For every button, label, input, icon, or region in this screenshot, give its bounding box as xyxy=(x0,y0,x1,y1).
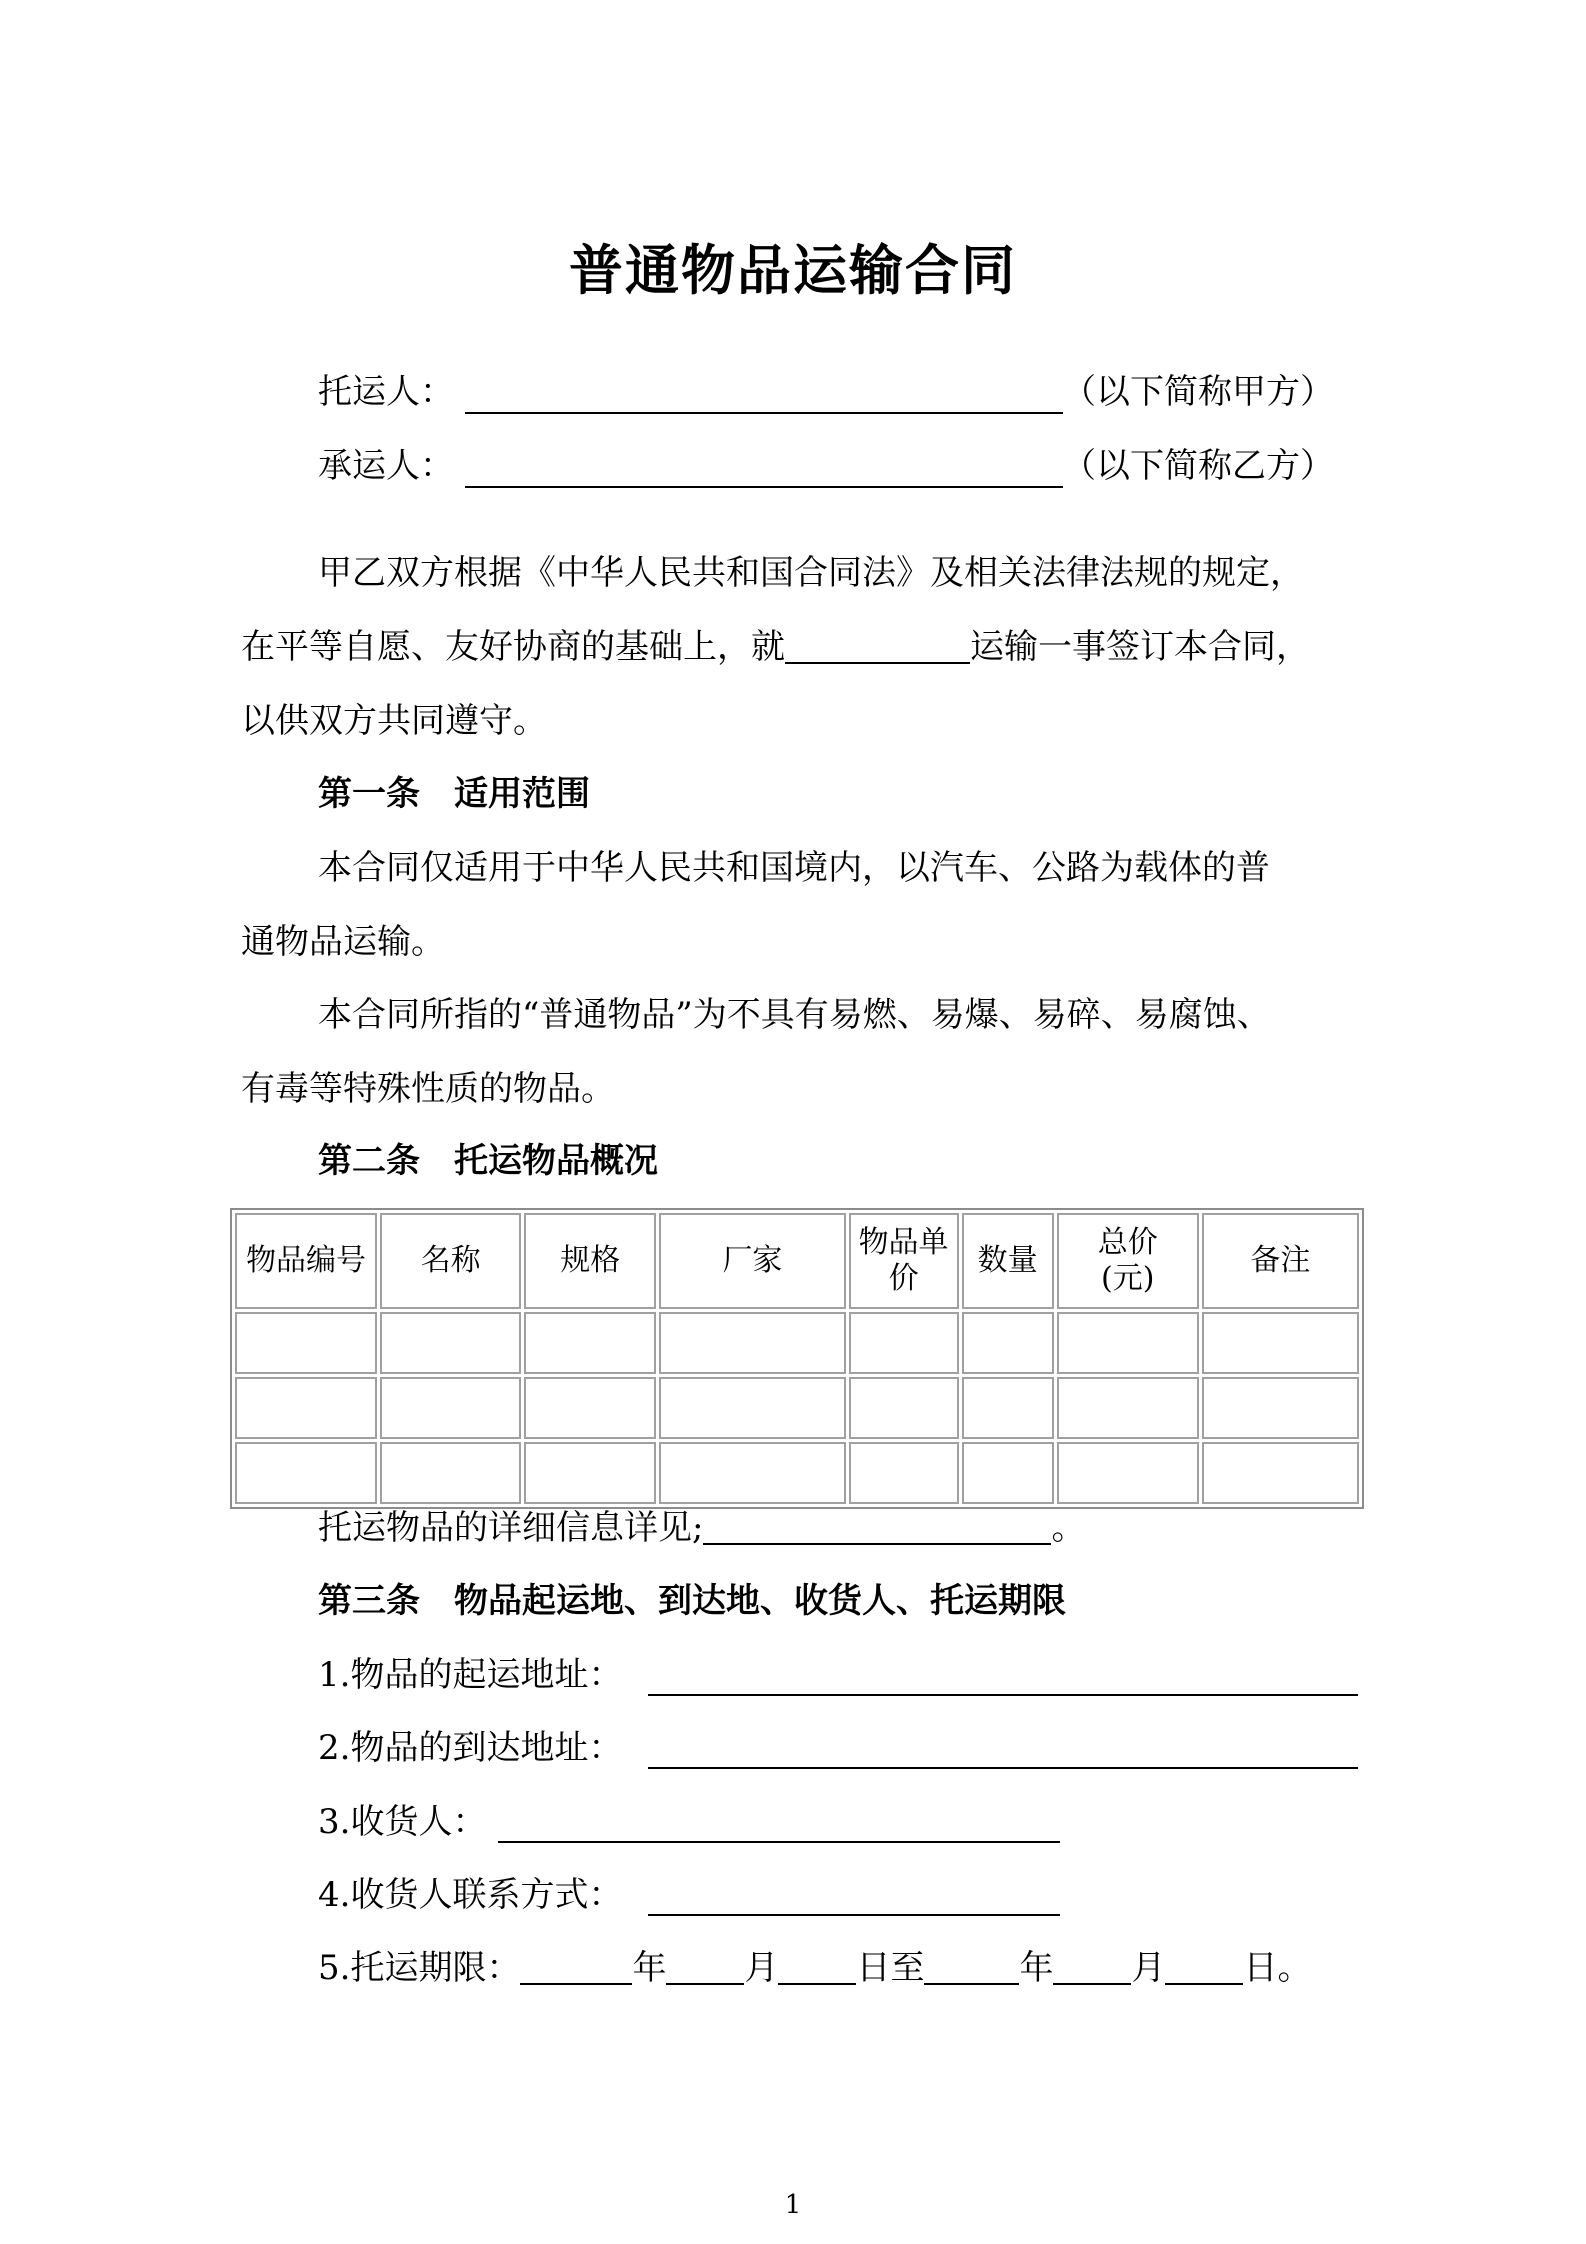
shipper-blank-line[interactable] xyxy=(465,412,1063,414)
article-1-p2-line-2: 有毒等特殊性质的物品。 xyxy=(241,1069,615,1109)
consignee-contact-blank-line[interactable] xyxy=(648,1914,1060,1916)
table-cell[interactable] xyxy=(849,1442,959,1504)
article-1-p2-line-1: 本合同所指的“普通物品”为不具有易燃、易爆、易碎、易腐蚀、 xyxy=(318,995,1271,1035)
table-cell[interactable] xyxy=(235,1442,377,1504)
table-row xyxy=(235,1442,1359,1504)
header-unit-price-line-1: 物品单 xyxy=(858,1225,949,1260)
consignee-contact-label: 4.收货人联系方式： xyxy=(318,1875,623,1915)
header-item-code: 物品编号 xyxy=(235,1213,377,1309)
carrier-label: 承运人： xyxy=(318,446,454,486)
end-month-blank[interactable] xyxy=(1053,1949,1131,1985)
goods-detail-blank[interactable] xyxy=(703,1509,1051,1545)
table-cell[interactable] xyxy=(524,1312,656,1374)
table-cell[interactable] xyxy=(380,1312,521,1374)
table-cell[interactable] xyxy=(235,1377,377,1439)
header-quantity: 数量 xyxy=(962,1213,1054,1309)
goods-detail-end: 。 xyxy=(1051,1508,1086,1548)
table-cell[interactable] xyxy=(659,1377,845,1439)
preamble-line-2-before: 在平等自愿、友好协商的基础上，就 xyxy=(241,627,785,667)
preamble-line-2-after: 运输一事签订本合同， xyxy=(970,627,1310,667)
table-cell[interactable] xyxy=(380,1442,521,1504)
header-total-price-line-1: 总价 xyxy=(1097,1225,1158,1260)
table-row xyxy=(235,1377,1359,1439)
destination-address-label: 2.物品的到达地址： xyxy=(318,1728,623,1768)
table-cell[interactable] xyxy=(849,1312,959,1374)
table-cell[interactable] xyxy=(1202,1377,1359,1439)
table-cell[interactable] xyxy=(659,1312,845,1374)
table-cell[interactable] xyxy=(1057,1312,1199,1374)
end-day-blank[interactable] xyxy=(1165,1949,1243,1985)
header-remarks: 备注 xyxy=(1202,1213,1359,1309)
header-unit-price-line-2: 价 xyxy=(888,1261,919,1296)
document-title: 普通物品运输合同 xyxy=(569,239,1017,302)
carrier-blank-line[interactable] xyxy=(465,486,1063,488)
end-month-unit: 月 xyxy=(1131,1948,1166,1988)
header-total-price-line-2: (元) xyxy=(1101,1261,1155,1296)
start-year-blank[interactable] xyxy=(520,1949,632,1985)
article-3-heading: 第三条 物品起运地、到达地、收货人、托运期限 xyxy=(318,1581,1066,1621)
preamble-line-2 xyxy=(241,627,1310,667)
article-1-heading: 第一条 适用范围 xyxy=(318,774,590,814)
table-cell[interactable] xyxy=(524,1442,656,1504)
destination-address-blank-line[interactable] xyxy=(648,1767,1358,1769)
table-cell[interactable] xyxy=(1202,1442,1359,1504)
article-2-heading: 第二条 托运物品概况 xyxy=(318,1141,658,1181)
carrier-suffix: （以下简称乙方） xyxy=(1062,446,1334,486)
start-day-unit: 日至 xyxy=(856,1948,925,1988)
shipper-label: 托运人： xyxy=(318,372,454,412)
consignee-label: 3.收货人： xyxy=(318,1802,487,1842)
start-year-unit: 年 xyxy=(632,1948,667,1988)
table-cell[interactable] xyxy=(1202,1312,1359,1374)
header-manufacturer: 厂家 xyxy=(659,1213,845,1309)
goods-detail-line xyxy=(318,1508,1085,1548)
table-cell[interactable] xyxy=(962,1377,1054,1439)
shipper-suffix: （以下简称甲方） xyxy=(1062,372,1334,412)
shipping-period-line xyxy=(318,1948,1311,1988)
preamble-line-3: 以供双方共同遵守。 xyxy=(241,701,547,741)
goods-detail-label: 托运物品的详细信息详见; xyxy=(318,1508,704,1548)
transport-item-blank[interactable] xyxy=(785,628,970,664)
table-cell[interactable] xyxy=(1057,1377,1199,1439)
table-cell[interactable] xyxy=(962,1312,1054,1374)
preamble-line-1: 甲乙双方根据《中华人民共和国合同法》及相关法律法规的规定， xyxy=(318,553,1304,593)
goods-table xyxy=(230,1208,1364,1509)
table-cell[interactable] xyxy=(524,1377,656,1439)
start-day-blank[interactable] xyxy=(778,1949,856,1985)
table-cell[interactable] xyxy=(849,1377,959,1439)
end-day-unit: 日。 xyxy=(1243,1948,1312,1988)
end-year-unit: 年 xyxy=(1019,1948,1054,1988)
header-spec: 规格 xyxy=(524,1213,656,1309)
origin-address-label: 1.物品的起运地址： xyxy=(318,1655,623,1695)
table-cell[interactable] xyxy=(235,1312,377,1374)
origin-address-blank-line[interactable] xyxy=(648,1694,1358,1696)
table-row xyxy=(235,1312,1359,1374)
consignee-blank-line[interactable] xyxy=(498,1841,1060,1843)
goods-table-header-row xyxy=(235,1213,1359,1309)
page-number: 1 xyxy=(784,2190,802,2220)
table-cell[interactable] xyxy=(380,1377,521,1439)
start-month-unit: 月 xyxy=(744,1948,779,1988)
header-total-price xyxy=(1057,1213,1199,1309)
table-cell[interactable] xyxy=(1057,1442,1199,1504)
header-name: 名称 xyxy=(380,1213,521,1309)
start-month-blank[interactable] xyxy=(666,1949,744,1985)
table-cell[interactable] xyxy=(962,1442,1054,1504)
shipping-period-label: 5.托运期限： xyxy=(318,1948,521,1988)
end-year-blank[interactable] xyxy=(924,1949,1019,1985)
article-1-p1-line-1: 本合同仅适用于中华人民共和国境内，以汽车、公路为载体的普 xyxy=(318,848,1270,888)
table-cell[interactable] xyxy=(659,1442,845,1504)
header-unit-price xyxy=(849,1213,959,1309)
article-1-p1-line-2: 通物品运输。 xyxy=(241,922,445,962)
